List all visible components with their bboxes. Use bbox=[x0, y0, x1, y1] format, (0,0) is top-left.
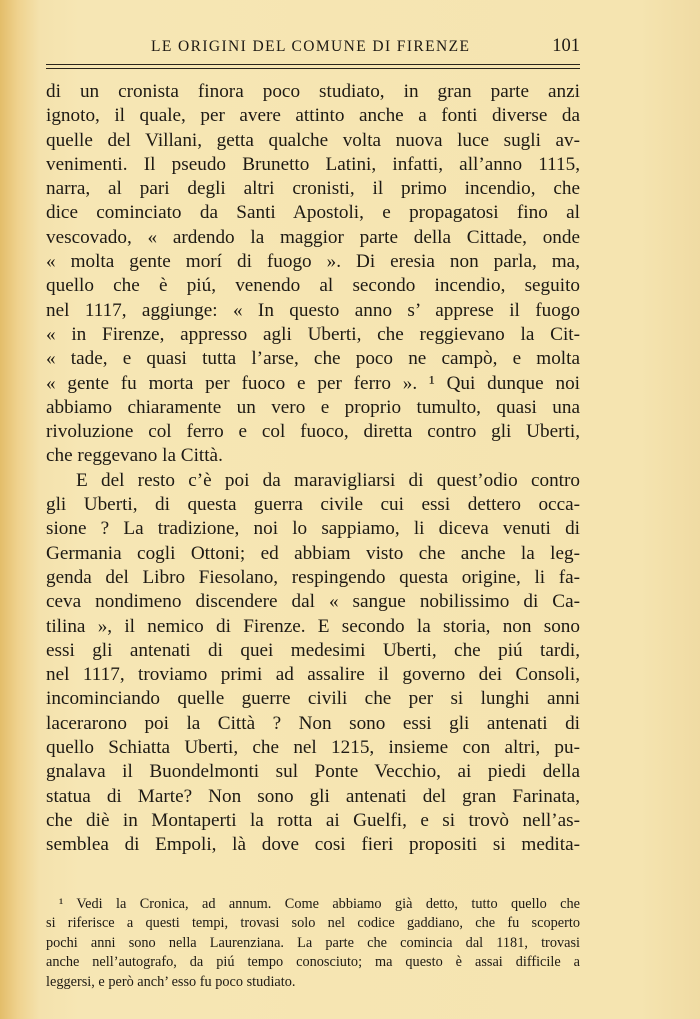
body-line: « molta gente morí di fuogo ». Di eresia non parla, ma, bbox=[46, 251, 580, 273]
body-line: rivoluzione col ferro e col fuoco, diretta contro gli Uberti, bbox=[46, 421, 580, 443]
body-line: venimenti. Il pseudo Brunetto Latini, infatti, all’anno 1115, bbox=[46, 153, 580, 175]
body-line: narra, al pari degli altri cronisti, il primo incendio, che bbox=[46, 178, 580, 200]
running-title: LE ORIGINI DEL COMUNE DI FIRENZE bbox=[151, 38, 471, 55]
page-number: 101 bbox=[552, 36, 580, 56]
body-line: nel 1117, aggiunge: « In questo anno s’ apprese il fuogo bbox=[46, 299, 580, 321]
body-line: genda del Libro Fiesolano, respingendo questa origine, li fa- bbox=[46, 566, 580, 588]
body-line: statua di Marte? Non sono gli antenati del gran Farinata, bbox=[46, 785, 580, 807]
footnote-line: anche nell’autografo, da piú tempo conosciuto; ma questo è assai difficile a bbox=[46, 954, 580, 971]
footnote-line: pochi anni sono nella Laurenziana. La parte che comincia dal 1181, trovasi bbox=[46, 934, 580, 951]
body-line: di un cronista finora poco studiato, in gran parte anzi bbox=[46, 81, 580, 102]
body-line: abbiamo chiaramente un vero e proprio tumulto, quasi una bbox=[46, 396, 580, 418]
body-line: lacerarono poi la Città ? Non sono essi gli antenati di bbox=[46, 712, 580, 734]
body-line: « tade, e quasi tutta l’arse, che poco ne campò, e molta bbox=[46, 348, 580, 370]
body-line: che reggevano la Città. bbox=[46, 445, 223, 467]
body-line: vescovado, « ardendo la maggior parte della Cittade, onde bbox=[46, 226, 580, 248]
body-line: dice cominciato da Santi Apostoli, e propagatosi fino al bbox=[46, 202, 580, 224]
body-line: gli Uberti, di questa guerra civile cui essi dettero occa- bbox=[46, 494, 580, 516]
body-line: « gente fu morta per fuoco e per ferro ». ¹ Qui dunque noi bbox=[46, 372, 580, 394]
body-line: nel 1117, troviamo primi ad assalire il governo dei Consoli, bbox=[46, 664, 580, 686]
footnote-line: si riferisce a questi tempi, trovasi solo nel codice gaddiano, che fu scoperto bbox=[46, 915, 580, 932]
body-line: semblea di Empoli, là dove cosi fieri propositi si medita- bbox=[46, 834, 580, 856]
body-text bbox=[46, 80, 580, 858]
body-line: incominciando quelle guerre civili che per si lunghi anni bbox=[46, 688, 580, 710]
footnote-line: leggersi, e però anch’ esso fu poco studiato. bbox=[46, 973, 296, 990]
body-line: ignoto, il quale, per avere attinto anche a fonti diverse da bbox=[46, 105, 580, 127]
body-line: che diè in Montaperti la rotta ai Guelfi, e si trovò nell’as- bbox=[46, 809, 580, 831]
body-line: tilina », il nemico di Firenze. E secondo la storia, non sono bbox=[46, 615, 580, 637]
body-line: ceva nondimeno discendere dal « sangue nobilissimo di Ca- bbox=[46, 591, 580, 613]
body-line: sione ? La tradizione, noi lo sappiamo, li diceva venuti di bbox=[46, 518, 580, 540]
footnote-line: ¹ Vedi la Cronica, ad annum. Come abbiamo già detto, tutto quello che bbox=[59, 896, 580, 912]
body-line: Germania cogli Ottoni; ed abbiam visto che anche la leg- bbox=[46, 542, 580, 564]
body-line: quelle del Villani, getta qualche volta nuova luce sugli av- bbox=[46, 129, 580, 151]
page-header bbox=[46, 36, 580, 62]
body-line: quello Schiatta Uberti, che nel 1215, insieme con altri, pu- bbox=[46, 737, 580, 759]
header-rule-bottom bbox=[46, 68, 580, 69]
body-line: essi gli antenati di quei medesimi Uberti, che piú tardi, bbox=[46, 639, 580, 661]
body-line: quello che è piú, venendo al secondo incendio, seguito bbox=[46, 275, 580, 297]
footnotes bbox=[46, 895, 580, 992]
body-line: E del resto c’è poi da maravigliarsi di quest’odio contro bbox=[76, 469, 580, 491]
body-line: « in Firenze, appresso agli Uberti, che reggievano la Cit- bbox=[46, 323, 580, 345]
body-line: gnalava il Buondelmonti sul Ponte Vecchio, ai piedi della bbox=[46, 761, 580, 783]
header-rule-top bbox=[46, 64, 580, 65]
